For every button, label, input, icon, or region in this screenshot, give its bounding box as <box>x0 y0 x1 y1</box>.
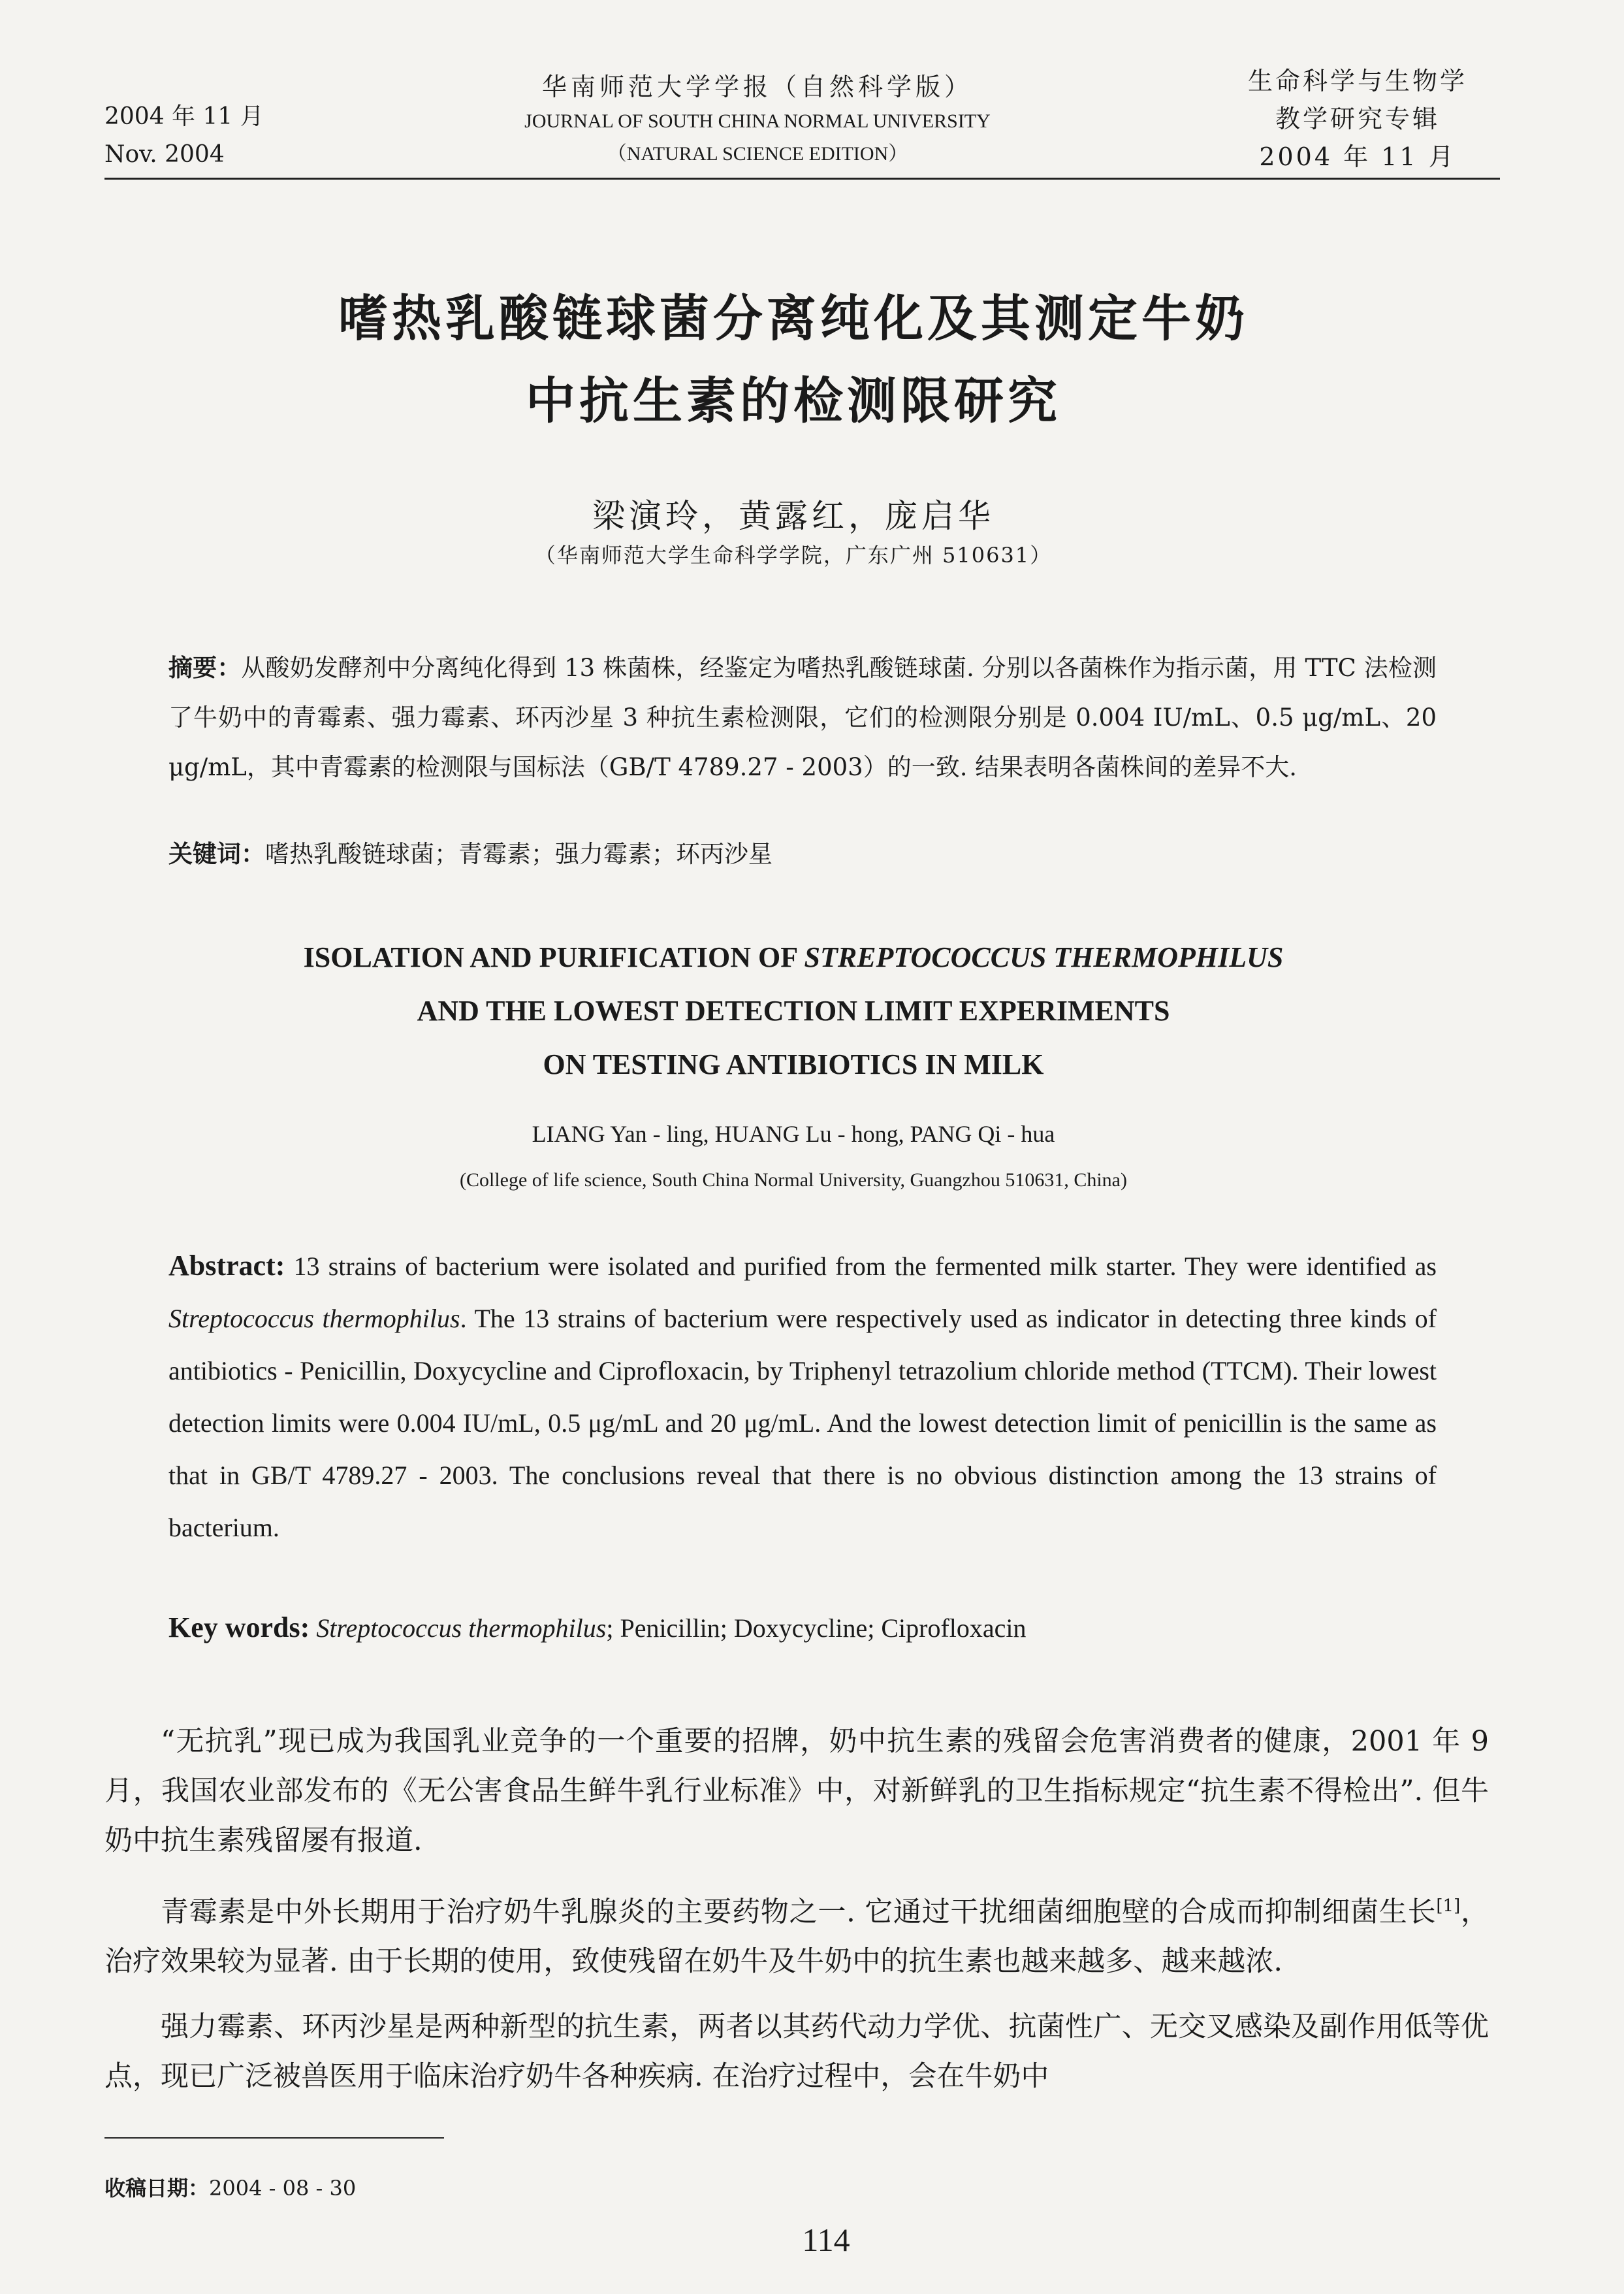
keywords-en <box>168 1608 1437 1648</box>
special-issue-label <box>1248 62 1467 176</box>
keywords-en-species: Streptococcus thermophilus <box>316 1613 607 1643</box>
body-paragraph-2-text-a: 青霉素是中外长期用于治疗奶牛乳腺炎的主要药物之一. 它通过干扰细菌细胞壁的合成而抑制细菌生长 <box>161 1896 1437 1929</box>
received-value: 2004 - 08 - 30 <box>209 2176 357 2201</box>
abstract-en <box>168 1240 1437 1554</box>
page-number: 114 <box>802 2221 850 2258</box>
special-issue-line2: 教学研究专辑 <box>1275 105 1440 133</box>
received-label: 收稿日期： <box>104 2176 210 2201</box>
title-en-line1-text: ISOLATION AND PURIFICATION OF <box>303 941 804 973</box>
journal-name-en: JOURNAL OF SOUTH CHINA NORMAL UNIVERSITY <box>524 110 991 132</box>
received-date <box>104 2172 356 2202</box>
footnote-divider <box>104 2137 444 2139</box>
journal-masthead <box>366 69 1149 170</box>
title-en-species: STREPTOCOCCUS THERMOPHILUS <box>804 941 1284 973</box>
paper-title-en <box>157 931 1430 1091</box>
body-paragraph-2 <box>104 1881 1489 1986</box>
journal-name-zh: 华南师范大学学报（自然科学版） <box>541 73 973 101</box>
affiliation-en: (College of life science, South China Normal University, Guangzhou 510631, China) <box>459 1169 1127 1191</box>
body-paragraph-1: “无抗乳”现已成为我国乳业竞争的一个重要的招牌，奶中抗生素的残留会危害消费者的健康，2001 年 9 月，我国农业部发布的《无公害食品生鲜牛乳行业标准》中，对新鲜乳的卫生指标规定“抗生素不得检出”. 但牛奶中抗生素残留屡有报道. <box>104 1725 1489 1857</box>
body-paragraph-3: 强力霉素、环丙沙星是两种新型的抗生素，两者以其药代动力学优、抗菌性广、无交叉感染及副作用低等优点，现已广泛被兽医用于临床治疗奶牛各种疾病. 在治疗过程中，会在牛奶中 <box>104 2011 1489 2093</box>
header-date-en: Nov. 2004 <box>104 141 225 168</box>
special-issue-date: 2004 年 11 月 <box>1259 142 1456 171</box>
body-text <box>104 1717 1489 2117</box>
header-divider <box>104 178 1500 180</box>
abstract-en-label: Abstract: <box>168 1250 285 1282</box>
header-date-zh: 2004 年 11 月 <box>104 103 264 130</box>
keywords-zh-label: 关键词： <box>168 840 265 868</box>
authors-zh: 梁演玲，黄露红，庞启华 <box>592 497 995 535</box>
title-zh-line1: 嗜热乳酸链球菌分离纯化及其测定牛奶 <box>338 289 1249 347</box>
authors-en: LIANG Yan - ling, HUANG Lu - hong, PANG Qi - hua <box>532 1121 1055 1147</box>
journal-edition: （NATURAL SCIENCE EDITION） <box>607 143 908 165</box>
keywords-en-label: Key words: <box>168 1611 310 1643</box>
title-zh-line2: 中抗生素的检测限研究 <box>526 372 1061 430</box>
citation-ref[interactable]: [1] <box>1436 1896 1461 1916</box>
abstract-zh <box>168 643 1437 792</box>
paper-title-zh <box>157 278 1430 442</box>
keywords-en-rest: ; Penicillin; Doxycycline; Ciprofloxacin <box>606 1613 1027 1643</box>
title-en-line2: AND THE LOWEST DETECTION LIMIT EXPERIMENTS <box>417 995 1170 1027</box>
abstract-en-text-2: . The 13 strains of bacterium were respectively used as indicator in detecting three kinds of antibiotics - Penicillin, Doxycycline and Ciprofloxacin, by Triphenyl tetrazolium chloride method (TTCM). Their lowest detection limits were 0.004 IU/mL, 0.5 μg/mL and 20 μg/mL. And the lowest detection limit of penicillin is the same as that in GB/T 4789.27 - 2003. The conclusions reveal that there is no obvious distinction among the 13 strains of bacterium. <box>168 1304 1437 1542</box>
abstract-zh-label: 摘要： <box>168 654 242 682</box>
title-en-line1 <box>157 931 1430 984</box>
affiliation-zh: （华南师范大学生命科学学院，广东广州 510631） <box>534 543 1053 568</box>
keywords-zh <box>168 835 1437 874</box>
abstract-en-species: Streptococcus thermophilus <box>168 1304 460 1333</box>
abstract-en-text-1: 13 strains of bacterium were isolated and purified from the fermented milk starter. They were identified as <box>285 1252 1437 1281</box>
keywords-zh-text: 嗜热乳酸链球菌；青霉素；强力霉素；环丙沙星 <box>265 840 772 868</box>
title-en-line3: ON TESTING ANTIBIOTICS IN MILK <box>543 1048 1044 1080</box>
header-date <box>104 98 264 174</box>
special-issue-line1: 生命科学与生物学 <box>1247 67 1467 95</box>
body-paragraph-2-text-b: ，治疗效果较为显著. 由于长期的使用，致使残留在奶牛及牛奶中的抗生素也越来越多、越来越浓. <box>104 1896 1489 1979</box>
abstract-zh-text: 从酸奶发酵剂中分离纯化得到 13 株菌株，经鉴定为嗜热乳酸链球菌. 分别以各菌株作为指示菌，用 TTC 法检测了牛奶中的青霉素、强力霉素、环丙沙星 3 种抗生素检测限，它们的检测限分别是 0.004 IU/mL、0.5 μg/mL、20 μg/mL，其中青霉素的检测限与国标法（GB/T 4789.27 - 2003）的一致. 结果表明各菌株间的差异不大. <box>168 654 1437 781</box>
